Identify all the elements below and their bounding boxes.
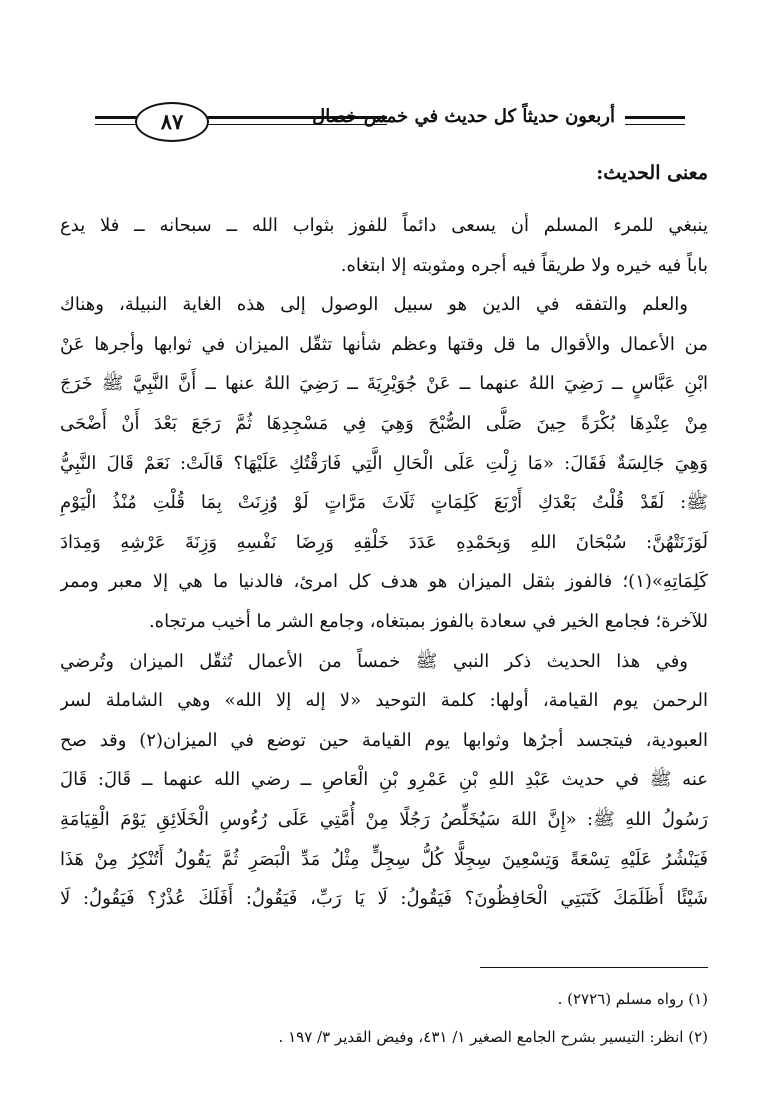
text-line: ﷺ: لَقَدْ قُلْتُ بَعْدَكِ أَرْبَعَ كَلِمَاتٍ ثَلَاثَ مَرَّاتٍ لَوْ وُزِنَتْ بِمَا قُلْتِ مُنْذُ الْيَوْمِ	[60, 492, 708, 514]
text-line: من الأعمال والأقوال ما قل وقتها وعظم شأنها تثقّل الميزان في ثوابها وأجرها عَنْ	[60, 333, 708, 355]
body-text	[60, 206, 708, 919]
text-line: مِنْ عِنْدِهَا بُكْرَةً حِينَ صَلَّى الصُّبْحَ وَهِيَ فِي مَسْجِدِهَا ثُمَّ رَجَعَ بَعْدَ أَنْ أَضْحَى	[60, 412, 708, 434]
footnote-separator	[480, 967, 708, 968]
text-line: والعلم والتفقه في الدين هو سبيل الوصول إلى هذه الغاية النبيلة، وهناك	[60, 294, 688, 316]
section-title: معنى الحديث:	[596, 162, 708, 184]
text-line: باباً فيه خيره ولا طريقاً فيه أجره ومثوبته إلا ابتغاه.	[340, 254, 708, 276]
text-line: كَلِمَاتِهِ»(١)؛ فالفوز بثقل الميزان هو هدف كل امرئ، فالدنيا ما هي إلا معبر وممر	[60, 571, 708, 593]
text-line: العبودية، فيتجسد أجرُها وثوابها يوم القيامة حين توضع في الميزان(٢) وقد صح	[60, 729, 708, 751]
running-header	[95, 100, 685, 144]
header-rule-right-thin	[625, 124, 685, 125]
text-line: رَسُولُ اللهِ ﷺ: «إِنَّ اللهَ سَيُخَلِّصُ رَجُلًا مِنْ أُمَّتِي عَلَى رُءُوسِ الْخَلَائِقِ يَوْمَ الْقِيَامَةِ	[60, 808, 708, 830]
text-line: شَيْئًا أَظَلَمَكَ كَتَبَتِي الْحَافِظُونَ؟ فَيَقُولُ: لَا يَا رَبِّ، فَيَقُولُ: أَفَلَكَ عُذْرٌ؟ فَيَقُولُ: لَا	[60, 888, 708, 910]
text-line: عنه ﷺ في حديث عَبْدِ اللهِ بْنِ عَمْرِو بْنِ الْعَاصِ ــ رضي الله عنهما ــ قَالَ: قَالَ	[60, 769, 708, 791]
footnote: (١) رواه مسلم (٢٧٢٦) .	[557, 990, 708, 1008]
text-line: ابْنِ عَبَّاسٍ ــ رَضِيَ اللهُ عنهما ــ عَنْ جُوَيْرِيَةَ ــ رَضِيَ اللهُ عنها ــ أَنَّ النَّبِيَّ ﷺ خَرَجَ	[60, 373, 708, 395]
text-line: الرحمن يوم القيامة، أولها: كلمة التوحيد «لا إله إلا الله» وهي الشاملة لسر	[60, 690, 708, 712]
text-line: للآخرة؛ فجامع الخير في سعادة بالفوز بمبتغاه، وجامع الشر ما أخيب مرتجاه.	[148, 610, 708, 632]
footnote: (٢) انظر: التيسير بشرح الجامع الصغير ١/ ٤٣١، وفيض القدير ٣/ ١٩٧ .	[278, 1028, 708, 1046]
text-line: وفي هذا الحديث ذكر النبي ﷺ خمساً من الأعمال تُثقّل الميزان وتُرضي	[60, 650, 688, 672]
footnotes	[60, 980, 708, 1056]
text-line: لَوَزَنَتْهُنَّ: سُبْحَانَ اللهِ وَبِحَمْدِهِ عَدَدَ خَلْقِهِ وَرِضَا نَفْسِهِ وَزِنَةَ عَرْشِهِ وَمِدَادَ	[60, 531, 708, 553]
running-title: أربعون حديثاً كل حديث في خمس خصال	[312, 106, 615, 127]
page-number: ٨٧	[135, 102, 209, 142]
header-rule-right	[625, 116, 685, 119]
text-line: ينبغي للمرء المسلم أن يسعى دائماً للفوز بثواب الله ــ سبحانه ــ فلا يدع	[60, 215, 708, 236]
text-line: فَيَنْشُرُ عَلَيْهِ تِسْعَةً وَتِسْعِينَ سِجِلًّا كُلُّ سِجِلٍّ مِثْلُ مَدِّ الْبَصَرِ ثُمَّ يَقُولُ أَتُنْكِرُ مِنْ هَذَا	[60, 848, 708, 870]
text-line: وَهِيَ جَالِسَةٌ فَقَالَ: «مَا زِلْتِ عَلَى الْحَالِ الَّتِي فَارَقْتُكِ عَلَيْهَا؟ قَالَتْ: نَعَمْ قَالَ النَّبِيُّ	[60, 452, 708, 474]
